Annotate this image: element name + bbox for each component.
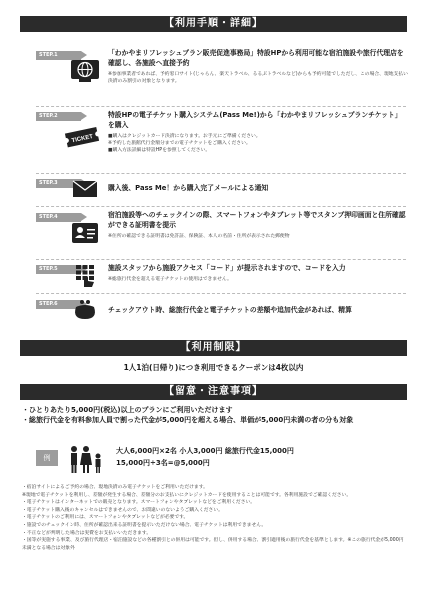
step-note: ■購入はクレジットカード決済になります。お手元にご準備ください。 ※予約した旅館代行金額分までの電子チケットをご購入ください。 ■購入方法詳細は特設HPを参照してください。 <box>108 134 261 153</box>
mail-icon <box>70 179 100 199</box>
family-icon <box>66 444 106 474</box>
step-1 <box>20 48 407 108</box>
step-title: 「わかやまリフレッシュプラン販売促進事務局」特設HPから利用可能な宿泊施設や旅行代理店を確認し、各施設へ直接予約 <box>108 49 404 67</box>
example-line-1: 大人6,000円×2名 小人3,000円 総旅行代金15,000円 <box>116 447 294 455</box>
step-6 <box>20 297 407 325</box>
ticket-icon <box>64 124 102 150</box>
note-item: ・電子チケットはインターネットでの販売となります。スマートフォンやタブレットなどをご利用ください。 <box>22 500 256 506</box>
note-item: ・電子チケットのご利用には、スマートフォンやタブレットなどが必要です。 <box>22 515 189 521</box>
example-box <box>36 444 396 474</box>
step-2 <box>20 110 407 172</box>
step-tag: STEP.2 <box>36 112 81 121</box>
divider <box>36 293 406 294</box>
example-label: 例 <box>36 450 58 466</box>
note-item: ・電子チケット購入後のキャンセルはできませんので、お間違いのないようご購入ください。 <box>22 507 223 513</box>
step-title: 特設HPの電子チケット購入システム(Pass Me!)から「わかやまリフレッシュプランチケット」を購入 <box>108 111 402 129</box>
step-note: ※参加事業者であれば、予約窓口サイト(じゃらん、楽天トラベル、るるぶトラベルなど)からも予約可能でしただし、この場合、現地支払い決済のみ割引の対象となります。 <box>108 72 408 84</box>
coin-purse-icon <box>70 299 100 321</box>
note-item: ・国等が実施する事業、及び旅行代理店・宿泊施設などの各種割引との併用は可能です。但し、併用する場合、割引適用後の旅行代金を基準とします。※この旅行代金が5,000円未満となる場合は対象外 <box>22 538 404 551</box>
bullet-item: ・ひとりあたり5,000円(税込)以上のプランにご利用いただけます <box>22 406 233 414</box>
note-item: ※現地で電子チケットを利用し、差額が発生する場合、差額分のお支払いにクレジットカードを使用することは可能です。各利用施設でご確認ください。 <box>22 492 352 498</box>
note-item: ・施設でのチェックイン時、住所が確認出来る証明書を提示いただけない場合、電子チケットは利用できません。 <box>22 522 267 528</box>
step-title: チェックアウト時、総旅行代金と電子チケットの差額や追加代金があれば、精算 <box>108 306 352 314</box>
keypad-icon <box>70 263 100 289</box>
section-header-limits: 【利用制限】 <box>20 340 407 356</box>
globe-icon <box>70 58 100 84</box>
step-5 <box>20 263 407 291</box>
step-tag: STEP.1 <box>36 51 81 60</box>
limit-text: 1人1泊(日帰り)につき利用できるクーポンは4枚以内 <box>123 363 304 372</box>
section-header-procedure: 【利用手順・詳細】 <box>20 16 407 32</box>
divider <box>36 106 406 107</box>
step-note: ※総旅行代金を超える電子チケットの使用はできません。 <box>108 277 232 282</box>
step-title: 宿泊施設等へのチェックインの際、スマートフォンやタブレット等でスタンプ押印画面と住所確認ができる証明書を提示 <box>108 211 406 229</box>
note-item: ・宿泊サイトによるご予約の場合、現地決済のみ電子チケットをご利用いただけます。 <box>22 485 208 490</box>
section-header-notes: 【留意・注意事項】 <box>20 384 407 400</box>
id-card-icon <box>70 222 100 244</box>
step-note: ※住所の確認できる証明書は免許証、保険証、本人の名前・住所が表示された郵便物 <box>108 234 290 239</box>
step-3 <box>20 177 407 205</box>
divider <box>36 206 406 207</box>
divider <box>36 259 406 260</box>
divider <box>36 173 406 174</box>
step-4 <box>20 210 407 260</box>
step-title: 購入後、Pass Me！から購入完了メールによる通知 <box>108 184 269 192</box>
example-line-2: 15,000円÷3名=@5,000円 <box>116 459 210 467</box>
step-tag: STEP.3 <box>36 179 81 188</box>
step-tag: STEP.6 <box>36 300 81 309</box>
bullet-list <box>22 405 407 425</box>
notes-list <box>22 484 407 552</box>
step-title: 施設スタッフから施設アクセス「コード」が提示されますので、コードを入力 <box>108 264 346 272</box>
step-tag: STEP.5 <box>36 265 81 274</box>
bullet-item: ・総旅行代金を有料参加人員で割った代金が5,000円を超える場合、単価が5,000円未満の者の分も対象 <box>22 416 354 424</box>
svg-text:TICKET: TICKET <box>71 133 94 145</box>
step-tag: STEP.4 <box>36 213 81 222</box>
note-item: ・不正などが判明した場合は実費をお支払いいただきます。 <box>22 530 152 536</box>
